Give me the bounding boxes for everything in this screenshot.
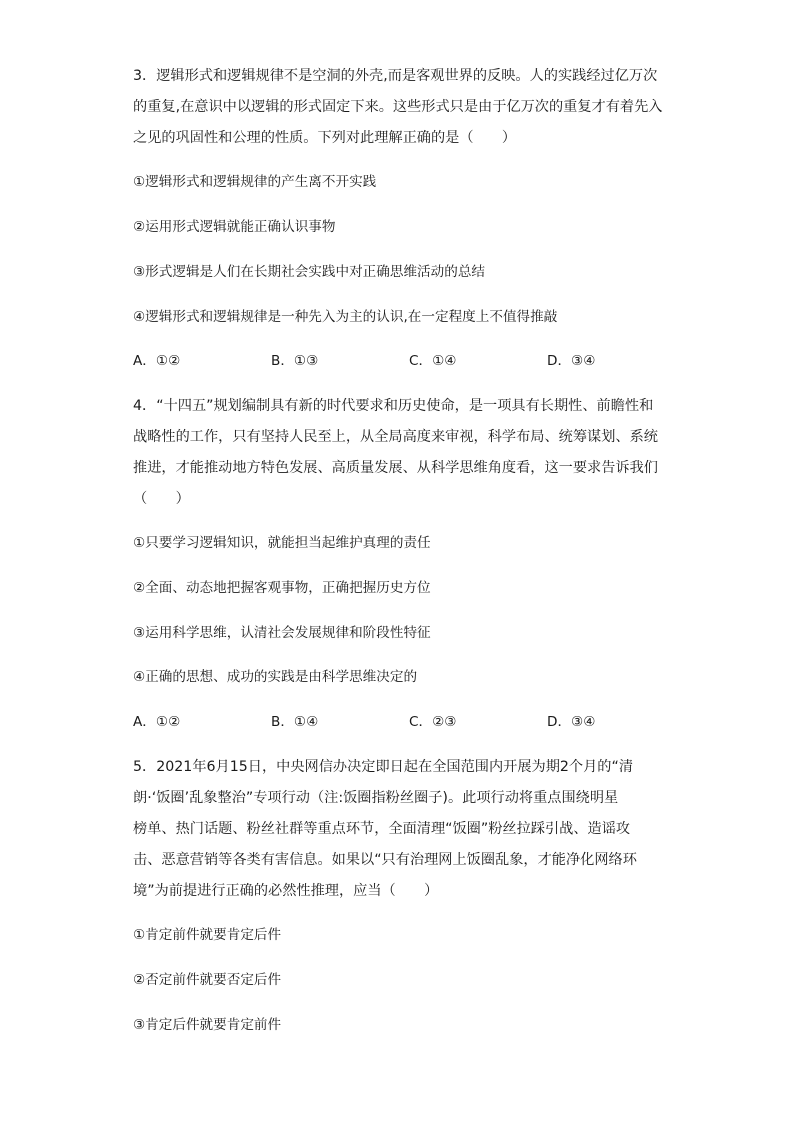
question-4-stem-line: 4．“十四五”规划编制具有新的时代要求和历史使命，是一项具有长期性、前瞻性和 — [133, 398, 654, 414]
question-3-stem-line: 的重复,在意识中以逻辑的形式固定下来。这些形式只是由于亿万次的重复才有着先入 — [133, 99, 663, 115]
question-5-stem-line: 5．2021年6月15日，中央网信办决定即日起在全国范围内开展为期2个月的“清 — [133, 759, 634, 775]
choice-d[interactable]: D．③④ — [547, 714, 596, 730]
question-3-item-1: ①逻辑形式和逻辑规律的产生离不开实践 — [133, 174, 377, 190]
question-4-item-3: ③运用科学思维，认清社会发展规律和阶段性特征 — [133, 625, 431, 641]
question-3-stem — [133, 61, 663, 154]
question-5-stem-line: 榜单、热门话题、粉丝社群等重点环节，全面清理“饭圈”粉丝拉踩引战、造谣攻 — [133, 821, 631, 837]
question-4-choices — [133, 712, 663, 732]
question-5-stem — [133, 752, 663, 907]
question-5-item-2: ②否定前件就要否定后件 — [133, 972, 282, 988]
question-5-stem-line: 境”为前提进行正确的必然性推理，应当（ ） — [133, 883, 439, 899]
question-4-stem-line: 推进，才能推动地方特色发展、高质量发展、从科学思维角度看，这一要求告诉我们 — [133, 460, 658, 476]
question-5-stem-line: 朗·‘饭圈’乱象整治”专项行动（注:饭圈指粉丝圈子)。此项行动将重点围绕明星 — [133, 790, 619, 806]
question-4-stem-line: 战略性的工作，只有坚持人民至上，从全局高度来审视，科学布局、统筹谋划、系统 — [133, 429, 658, 445]
choice-d[interactable]: D．③④ — [547, 353, 596, 369]
question-4-item-4: ④正确的思想、成功的实践是由科学思维决定的 — [133, 669, 418, 685]
question-4-stem-line: （ ） — [133, 491, 190, 507]
question-5-item-3: ③肯定后件就要肯定前件 — [133, 1017, 282, 1033]
question-3-choices — [133, 351, 663, 371]
question-3-stem-line: 之见的巩固性和公理的性质。下列对此理解正确的是（ ） — [133, 130, 517, 146]
choice-b[interactable]: B．①④ — [271, 714, 319, 730]
question-4-item-1: ①只要学习逻辑知识，就能担当起维护真理的责任 — [133, 535, 431, 551]
choice-a[interactable]: A．①② — [133, 714, 181, 730]
question-4-item-2: ②全面、动态地把握客观事物，正确把握历史方位 — [133, 580, 431, 596]
question-3-item-2: ②运用形式逻辑就能正确认识事物 — [133, 219, 336, 235]
question-5-stem-line: 击、恶意营销等各类有害信息。如果以“只有治理网上饭圈乱象，才能净化网络环 — [133, 852, 637, 868]
choice-b[interactable]: B．①③ — [271, 353, 319, 369]
choice-a[interactable]: A．①② — [133, 353, 181, 369]
question-5-item-1: ①肯定前件就要肯定后件 — [133, 927, 282, 943]
question-4-stem — [133, 391, 663, 515]
question-3-stem-line: 3．逻辑形式和逻辑规律不是空洞的外壳,而是客观世界的反映。人的实践经过亿万次 — [133, 68, 658, 84]
choice-c[interactable]: C．①④ — [409, 353, 457, 369]
choice-c[interactable]: C．②③ — [409, 714, 457, 730]
question-3-item-3: ③形式逻辑是人们在长期社会实践中对正确思维活动的总结 — [133, 264, 486, 280]
question-3-item-4: ④逻辑形式和逻辑规律是一种先入为主的认识,在一定程度上不值得推敲 — [133, 309, 558, 325]
